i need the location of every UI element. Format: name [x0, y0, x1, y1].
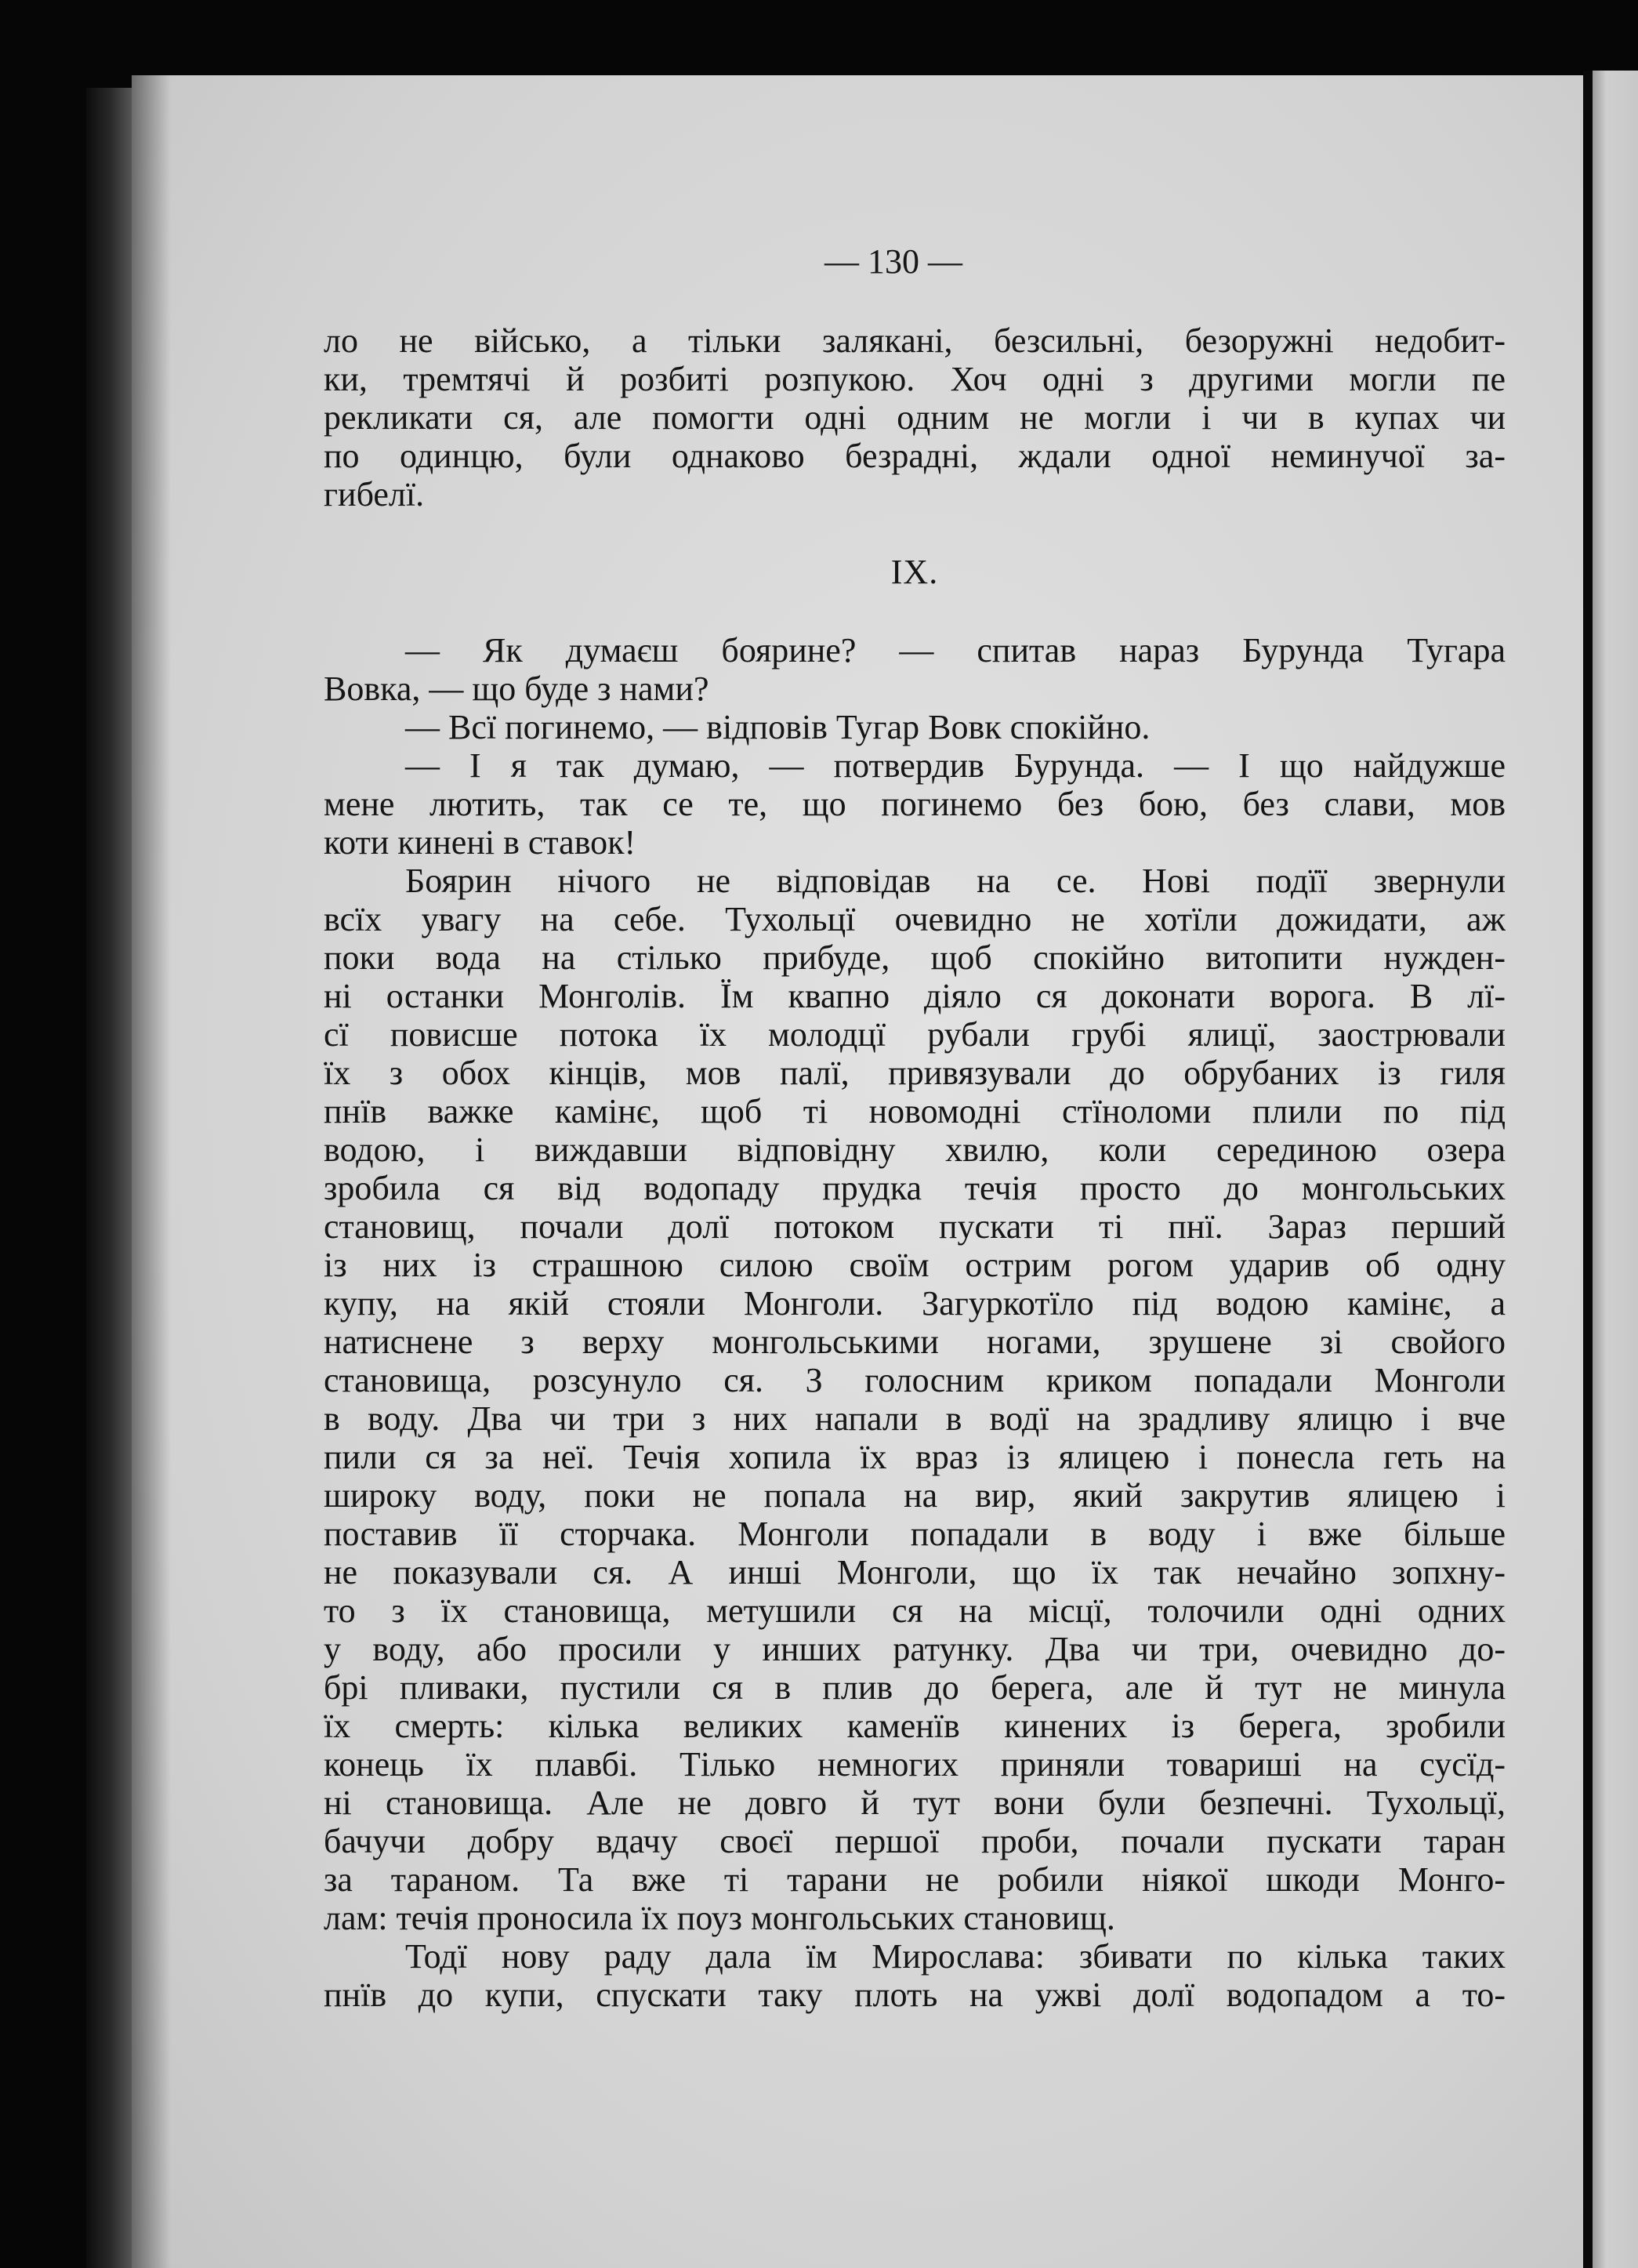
- text-line: ки, тремтячі й розбиті розпукою. Хоч одні з другими могли пе: [324, 360, 1506, 398]
- text-line: становища, розсунуло ся. З голосним криком попадали Монголи: [324, 1361, 1506, 1399]
- text-line: в воду. Два чи три з них напали в водї на зрадливу ялицю і вче: [324, 1399, 1506, 1438]
- text-line: пили ся за неї. Течія хопила їх враз із ялицею і понесла геть на: [324, 1438, 1506, 1476]
- text-line: поставив її сторчака. Монголи попадали в воду і вже більше: [324, 1515, 1506, 1553]
- text-line: брі пливаки, пустили ся в плив до берега, але й тут не минула: [324, 1668, 1506, 1707]
- text-line: за тараном. Та вже ті тарани не робили ніякої шкоди Монго-: [324, 1860, 1506, 1899]
- dialog-block: [324, 631, 1506, 862]
- text-line: всїх увагу на себе. Тухольцї очевидно не хотїли дожидати, аж: [324, 900, 1506, 938]
- text-line: то з їх становища, метушили ся на місцї, толочили одні одних: [324, 1591, 1506, 1630]
- text-line: їх з обох кінців, мов палї, привязували до обрубаних із гиля: [324, 1054, 1506, 1092]
- text-line: — І я так думаю, — потвердив Бурунда. — І що найдужше: [405, 746, 1506, 785]
- text-line: зробила ся від водопаду прудка течія просто до монгольських: [324, 1169, 1506, 1207]
- text-line: пнїв до купи, спускати таку плоть на ужві долї водопадом а то-: [324, 1976, 1506, 2014]
- text-line: натиснене з верху монгольськими ногами, зрушене зі свойого: [324, 1323, 1506, 1361]
- text-line: купу, на якій стояли Монголи. Загуркотїло під водою камінє, а: [324, 1284, 1506, 1323]
- text-line: не показували ся. А инші Монголи, що їх так нечайно зопхну-: [324, 1553, 1506, 1591]
- paragraph-opening: [324, 321, 1506, 513]
- text-line: гибелї.: [324, 475, 425, 513]
- section-heading: IX.: [890, 553, 939, 591]
- text-line: мене лютить, так се те, що погинемо без бою, без слави, мов: [324, 785, 1506, 823]
- page-shadow: [132, 75, 171, 2268]
- text-line: конець їх плавбі. Тілько немногих приняли товариші на сусїд-: [324, 1745, 1506, 1784]
- text-line: Вовка, — що буде з нами?: [324, 670, 709, 708]
- text-line: — Всї погинемо, — відповів Тугар Вовк спокійно.: [405, 708, 1151, 746]
- text-line: — Як думаєш боярине? — спитав нараз Бурунда Тугара: [405, 631, 1506, 670]
- text-line: із них із страшною силою своїм острим рогом ударив об одну: [324, 1246, 1506, 1284]
- text-line: рекликати ся, але помогти одні одним не могли і чи в купах чи: [324, 398, 1506, 437]
- page-text: [324, 321, 1506, 2014]
- text-line: по одинцю, були однаково безрадні, ждали одної неминучої за-: [324, 437, 1506, 475]
- text-line: ні останки Монголів. Їм квапно діяло ся доконати ворога. В лї-: [324, 977, 1506, 1015]
- next-page-edge: [1593, 71, 1638, 2268]
- text-line: у воду, або просили у инших ратунку. Два чи три, очевидно до-: [324, 1630, 1506, 1668]
- text-line: Тодї нову раду дала їм Мирослава: збивати по кілька таких: [405, 1937, 1506, 1976]
- text-line: ні становища. Але не довго й тут вони були безпечні. Тухольцї,: [324, 1784, 1506, 1822]
- text-line: лам: течія проносила їх поуз монгольських становищ.: [324, 1899, 1115, 1937]
- text-line: становищ, почали долї потоком пускати ті пнї. Зараз перший: [324, 1207, 1506, 1246]
- text-line: широку воду, поки не попала на вир, який закрутив ялицею і: [324, 1476, 1506, 1515]
- page-gutter: [1583, 71, 1593, 2268]
- text-line: ло не військо, а тільки залякані, безсильні, безоружні недобит-: [324, 321, 1506, 360]
- text-line: пнїв важке камінє, щоб ті новомодні стїноломи плили по під: [324, 1092, 1506, 1130]
- text-line: поки вода на стілько прибуде, щоб спокійно витопити нужден-: [324, 938, 1506, 977]
- text-line: Боярин нічого не відповідав на се. Нові подїї звернули: [405, 862, 1506, 900]
- text-line: сї повисше потока їх молодцї рубали грубі ялицї, заострювали: [324, 1015, 1506, 1054]
- text-line: водою, і виждавши відповідну хвилю, коли серединою озера: [324, 1130, 1506, 1169]
- paragraph-main: [324, 862, 1506, 2014]
- text-line: їх смерть: кілька великих каменїв кинених із берега, зробили: [324, 1707, 1506, 1745]
- page-number: — 130 —: [824, 242, 962, 281]
- text-line: коти кинені в ставок!: [324, 823, 636, 862]
- text-line: бачучи добру вдачу своєї першої проби, почали пускати таран: [324, 1822, 1506, 1860]
